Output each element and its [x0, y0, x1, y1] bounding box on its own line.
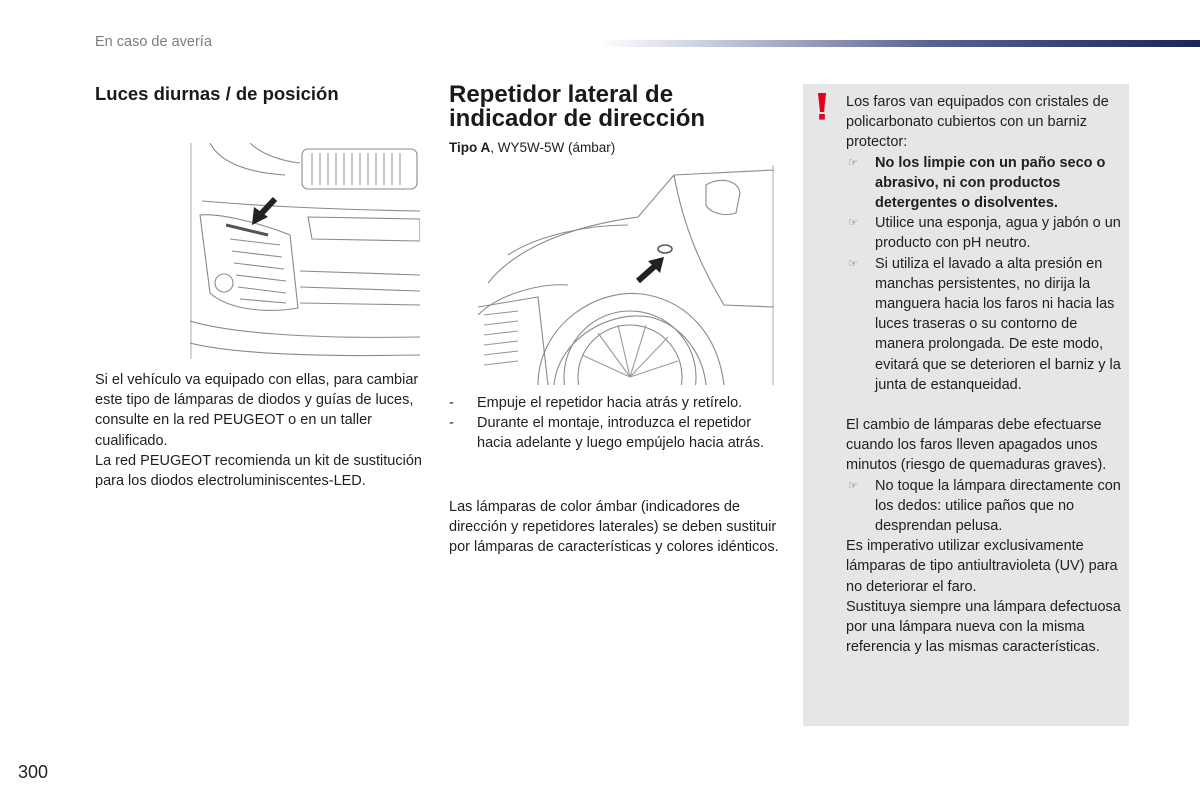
list-item: [846, 153, 1126, 214]
list-dash: -: [449, 395, 454, 411]
hand-pointer-icon: ☞: [848, 217, 858, 230]
lamp-type-line: [449, 140, 615, 155]
removal-steps: [449, 393, 789, 454]
section-title-daytime-lights: Luces diurnas / de posición: [95, 83, 339, 104]
warning-paragraph: Es imperativo utilizar exclusivamente lámparas de tipo antiultravioleta (UV) para no deteriorar el faro.: [846, 538, 1118, 595]
list-item: [846, 254, 1126, 395]
lamp-type-value: , WY5W-5W (ámbar): [490, 140, 616, 155]
list-item: [449, 393, 789, 413]
section-header: En caso de avería: [95, 34, 212, 50]
warning-intro: Los faros van equipados con cristales de policarbonato cubiertos con un barniz protector:: [846, 94, 1109, 151]
hand-pointer-icon: ☞: [848, 156, 858, 169]
step-text: Empuje el repetidor hacia atrás y retírelo.: [477, 395, 743, 411]
hand-pointer-icon: ☞: [848, 257, 858, 270]
paragraph: La red PEUGEOT recomienda un kit de sustitución para los diodos electroluminiscentes-LED.: [95, 452, 422, 490]
lamp-type-label: Tipo A: [449, 140, 491, 155]
side-repeater-illustration: [478, 165, 774, 385]
warning-paragraph: Sustituya siempre una lámpara defectuosa por una lámpara nueva con la misma referencia y las mismas características.: [846, 598, 1121, 656]
bullet-text: Si utiliza el lavado a alta presión en manchas persistentes, no dirija la manguera hacia los faros ni hacia las luces traseras o su contorno de manera prolongada. De este modo, evitará que se deterioren el barniz y la junta de estanqueidad.: [875, 255, 1121, 393]
page-number: 300: [18, 762, 49, 782]
hand-pointer-icon: ☞: [848, 479, 858, 492]
bullet-text: No toque la lámpara directamente con los dedos: utilice paños que no desprendan pelusa.: [875, 477, 1121, 535]
amber-lamps-note: Las lámparas de color ámbar (indicadores de dirección y repetidores laterales) se deben sustituir por lámparas de características y colores idénticos.: [449, 499, 779, 556]
front-bumper-illustration: [190, 143, 420, 359]
bullet-text: Utilice una esponja, agua y jabón o un producto con pH neutro.: [875, 215, 1121, 252]
header-gradient-bar: [600, 40, 1200, 47]
list-item: [449, 413, 789, 453]
warning-paragraph: El cambio de lámparas debe efectuarse cuando los faros lleven apagados unos minutos (riesgo de quemaduras graves).: [846, 417, 1107, 474]
list-dash: -: [449, 415, 454, 432]
list-item: [846, 476, 1126, 537]
list-item: [846, 213, 1126, 253]
warning-exclamation-icon: [815, 92, 829, 120]
paragraph: Si el vehículo va equipado con ellas, para cambiar este tipo de lámparas de diodos y guías de luces, consulte en la red PEUGEOT o en un taller cualificado.: [95, 372, 419, 449]
step-text: Durante el montaje, introduzca el repetidor hacia adelante y luego empújelo hacia atrás.: [477, 415, 764, 452]
warning-text: [846, 92, 1126, 657]
section-title-side-repeater: Repetidor lateral de indicador de dirección: [449, 81, 706, 132]
daytime-lights-text: [95, 370, 425, 491]
bullet-text: No los limpie con un paño seco o abrasivo, ni con productos detergentes o disolventes.: [875, 154, 1106, 212]
